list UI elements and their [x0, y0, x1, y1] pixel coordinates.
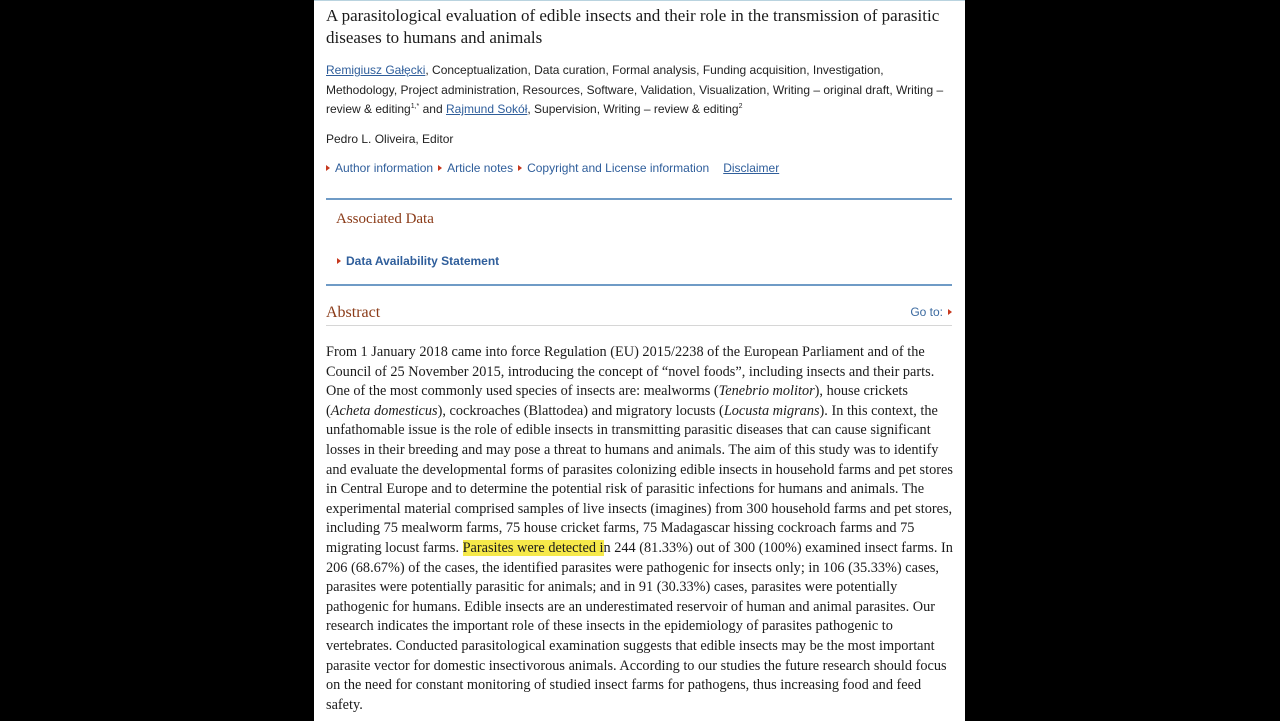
abstract-body	[326, 343, 954, 715]
abstract-text: ), house crickets (	[326, 383, 908, 419]
expand-triangle-icon	[337, 258, 341, 264]
article-notes-link[interactable]: Article notes	[438, 159, 513, 177]
expand-triangle-icon	[326, 165, 330, 171]
expand-triangle-icon	[438, 165, 442, 171]
abstract-text: From 1 January 2018 came into force Regulation (EU) 2015/2238 of the European Parliament and of the Council of 25 November 2015, introducing the concept of “novel foods”, including insects and their parts. One of the most commonly used species of insects are: mealworms (	[326, 344, 935, 400]
article-info-links	[326, 159, 956, 177]
copyright-license-link[interactable]: Copyright and License information	[518, 159, 709, 177]
author-information-link[interactable]: Author information	[326, 159, 433, 177]
author-conjunction: and	[419, 102, 446, 116]
author-roles-galecki: , Conceptualization, Data curation, Formal analysis, Funding acquisition, Investigation, Methodology, Project administration, Resources, Software, Validation, Visualization, Writing – original draft, Writing – review & editing	[326, 63, 944, 116]
author-affiliation-sup: 1,*	[410, 103, 420, 110]
species-name: Locusta migrans	[723, 402, 820, 419]
highlighted-text: Parasites were detected i	[462, 539, 604, 556]
goto-menu[interactable]	[910, 305, 952, 319]
data-availability-label: Data Availability Statement	[346, 254, 500, 268]
goto-label: Go to:	[910, 305, 943, 319]
editor-line: Pedro L. Oliveira, Editor	[326, 132, 454, 146]
disclaimer-link[interactable]: Disclaimer	[723, 161, 780, 175]
abstract-text: ). In this context, the unfathomable issue is the role of edible insects in transmitting parasitic diseases that can cause significant losses in their breeding and may pose a threat to humans and animals. The aim of this study was to identify and evaluate the developmental forms of parasites colonizing edible insects in household farms and pet stores in Central Europe and to determine the potential risk of parasitic infections for humans and animals. The experimental material comprised samples of live insects (imagines) from 300 household farms and pet stores, including 75 mealworm farms, 75 house cricket farms, 75 Madagascar hissing cockroach farms and 75 migrating locust farms.	[326, 402, 953, 556]
associated-data-panel	[326, 198, 952, 286]
abstract-header	[326, 299, 952, 326]
author-link-sokol[interactable]: Rajmund Sokół	[445, 102, 528, 116]
species-name: Tenebrio molitor	[718, 383, 815, 400]
abstract-text: n 244 (81.33%) out of 300 (100%) examined insect farms. In 206 (68.67%) of the cases, the identified parasites were pathogenic for insects only; in 106 (35.33%) cases, parasites were potentially parasitic for animals; and in 91 (30.33%) cases, parasites were potentially pathogenic for humans. Edible insects are an underestimated reservoir of human and animal parasites. Our research indicates the important role of these insects in the epidemiology of parasites pathogenic to vertebrates. Conducted parasitological examination suggests that edible insects may be the most important parasite vector for domestic insectivorous animals. According to our studies the future research should focus on the need for constant monitoring of studied insect farms for pathogens, thus increasing food and feed safety.	[326, 539, 953, 713]
article-title: A parasitological evaluation of edible insects and their role in the transmission of parasitic diseases to humans and animals	[326, 6, 940, 47]
article-page	[314, 0, 965, 721]
author-affiliation-sup: 2	[738, 103, 743, 110]
data-availability-toggle[interactable]	[337, 254, 499, 268]
abstract-heading: Abstract	[326, 304, 381, 321]
species-name: Acheta domesticus	[330, 402, 438, 419]
associated-data-heading: Associated Data	[336, 211, 434, 227]
author-roles-sokol: , Supervision, Writing – review & editing	[527, 102, 739, 116]
author-link-galecki[interactable]: Remigiusz Gałęcki	[326, 63, 426, 77]
author-list	[326, 61, 956, 120]
chevron-right-icon	[948, 309, 952, 315]
expand-triangle-icon	[518, 165, 522, 171]
abstract-text: ), cockroaches (Blattodea) and migratory locusts (	[437, 402, 724, 419]
